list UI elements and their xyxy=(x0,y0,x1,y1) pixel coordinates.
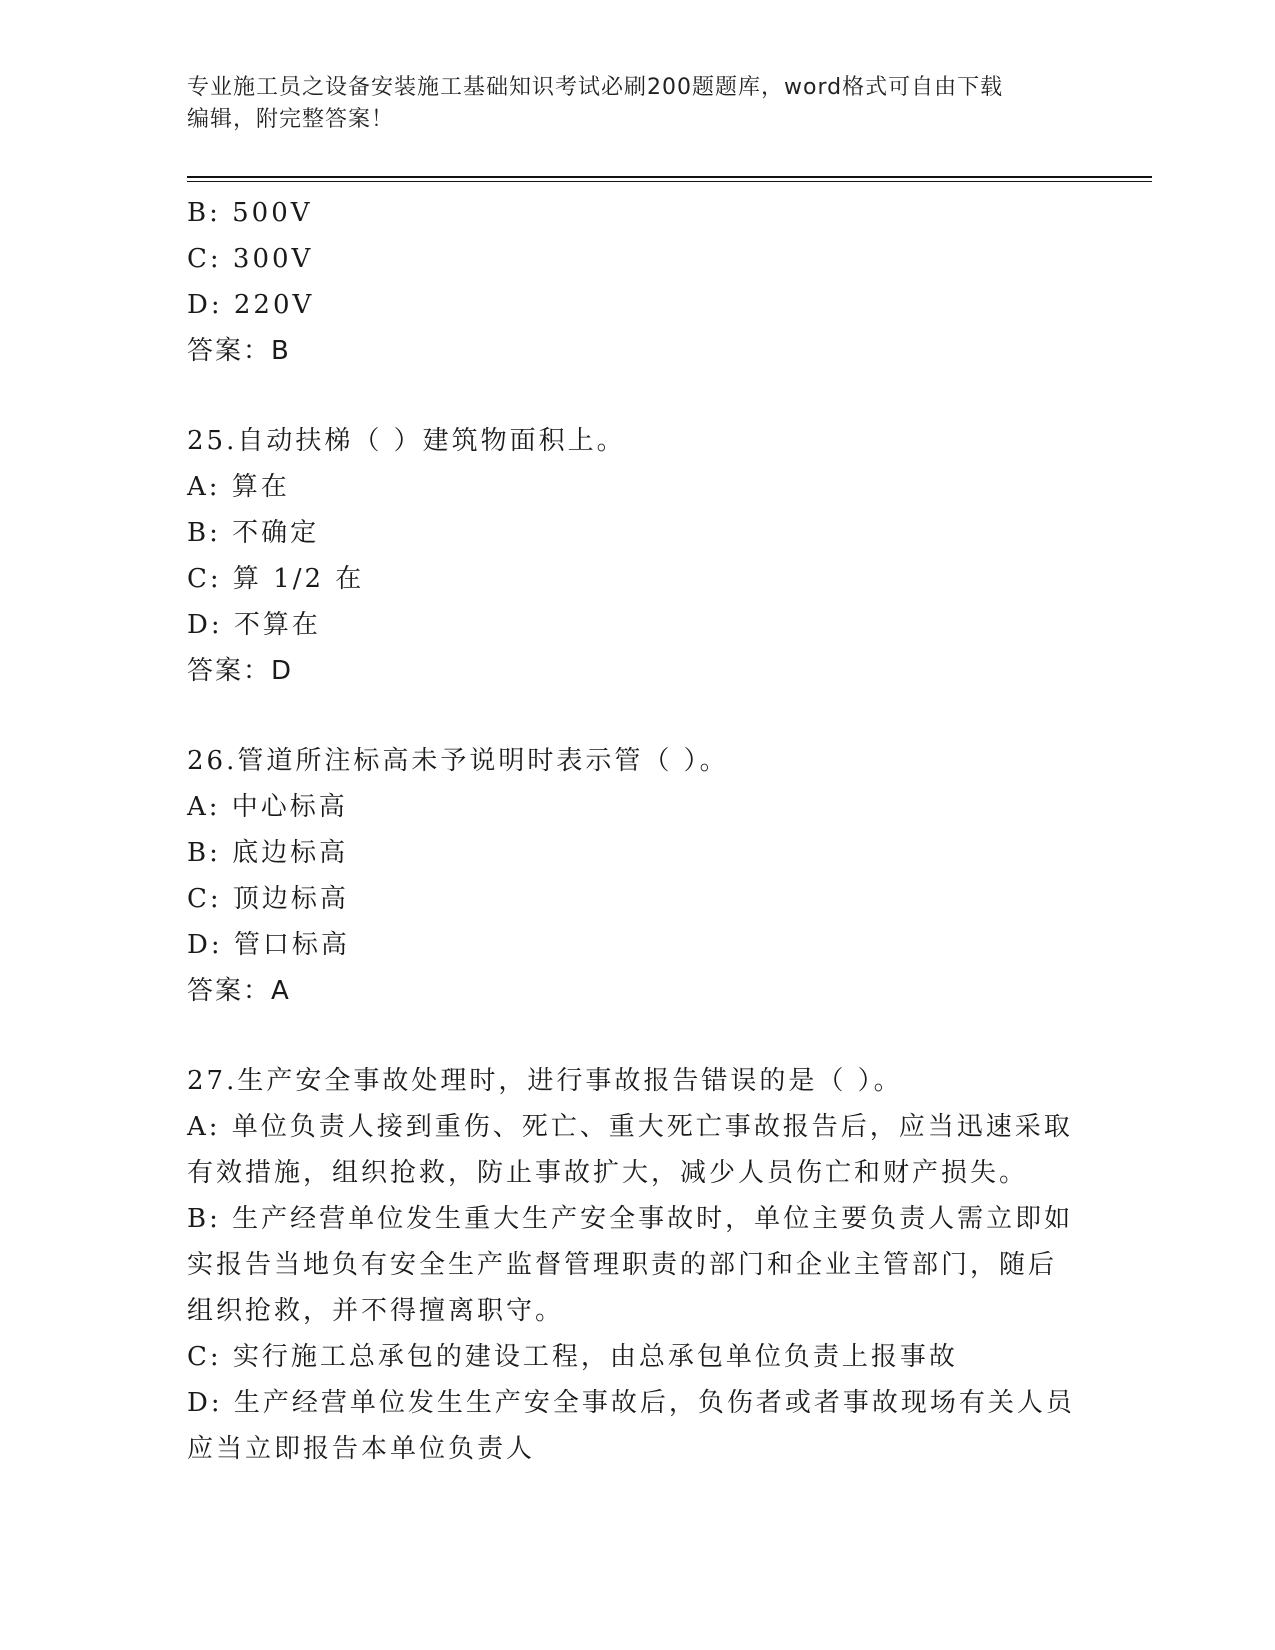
answer-label: 答案：B xyxy=(187,336,291,366)
option-b: B: 底边标高 xyxy=(187,838,349,868)
option-a: A: 中心标高 xyxy=(187,792,348,822)
option-d: D: 220V xyxy=(187,290,315,320)
header-divider-thin xyxy=(187,181,1152,182)
option-b: B: 500V xyxy=(187,198,313,228)
header-title-line-2: 编辑，附完整答案！ xyxy=(187,107,395,132)
question-block-25 xyxy=(187,418,1087,694)
option-c: C: 实行施工总承包的建设工程，由总承包单位负责上报事故 xyxy=(187,1342,958,1372)
option-b-line-3: 组织抢救，并不得擅离职守。 xyxy=(187,1296,565,1326)
option-d: D: 不算在 xyxy=(187,610,321,640)
header-title-line-1: 专业施工员之设备安装施工基础知识考试必刷200题题库，word格式可自由下载 xyxy=(187,75,1004,100)
option-a-line-2: 有效措施，组织抢救，防止事故扩大，减少人员伤亡和财产损失。 xyxy=(187,1158,1029,1188)
question-block-26 xyxy=(187,738,1087,1014)
option-c: C: 算 1/2 在 xyxy=(187,564,365,594)
question-content xyxy=(187,190,1087,1516)
header-divider-thick xyxy=(187,176,1152,178)
question-text: 26.管道所注标高未予说明时表示管（ ）。 xyxy=(187,746,729,776)
option-d-line-2: 应当立即报告本单位负责人 xyxy=(187,1434,536,1464)
option-a-line-1: A: 单位负责人接到重伤、死亡、重大死亡事故报告后，应当迅速采取 xyxy=(187,1112,1073,1142)
question-text: 27.生产安全事故处理时，进行事故报告错误的是（ ）。 xyxy=(187,1066,903,1096)
option-c: C: 顶边标高 xyxy=(187,884,349,914)
option-d-line-1: D: 生产经营单位发生生产安全事故后，负伤者或者事故现场有关人员 xyxy=(187,1388,1075,1418)
question-block-24 xyxy=(187,190,1087,374)
answer-label: 答案：A xyxy=(187,976,291,1006)
answer-label: 答案：D xyxy=(187,656,294,686)
question-block-27 xyxy=(187,1058,1087,1472)
option-d: D: 管口标高 xyxy=(187,930,350,960)
document-header xyxy=(187,72,1067,136)
option-b-line-1: B: 生产经营单位发生重大生产安全事故时，单位主要负责人需立即如 xyxy=(187,1204,1074,1234)
option-b-line-2: 实报告当地负有安全生产监督管理职责的部门和企业主管部门，随后 xyxy=(187,1250,1058,1280)
question-text: 25.自动扶梯（ ）建筑物面积上。 xyxy=(187,426,626,456)
option-a: A: 算在 xyxy=(187,472,290,502)
option-c: C: 300V xyxy=(187,244,314,274)
option-b: B: 不确定 xyxy=(187,518,320,548)
